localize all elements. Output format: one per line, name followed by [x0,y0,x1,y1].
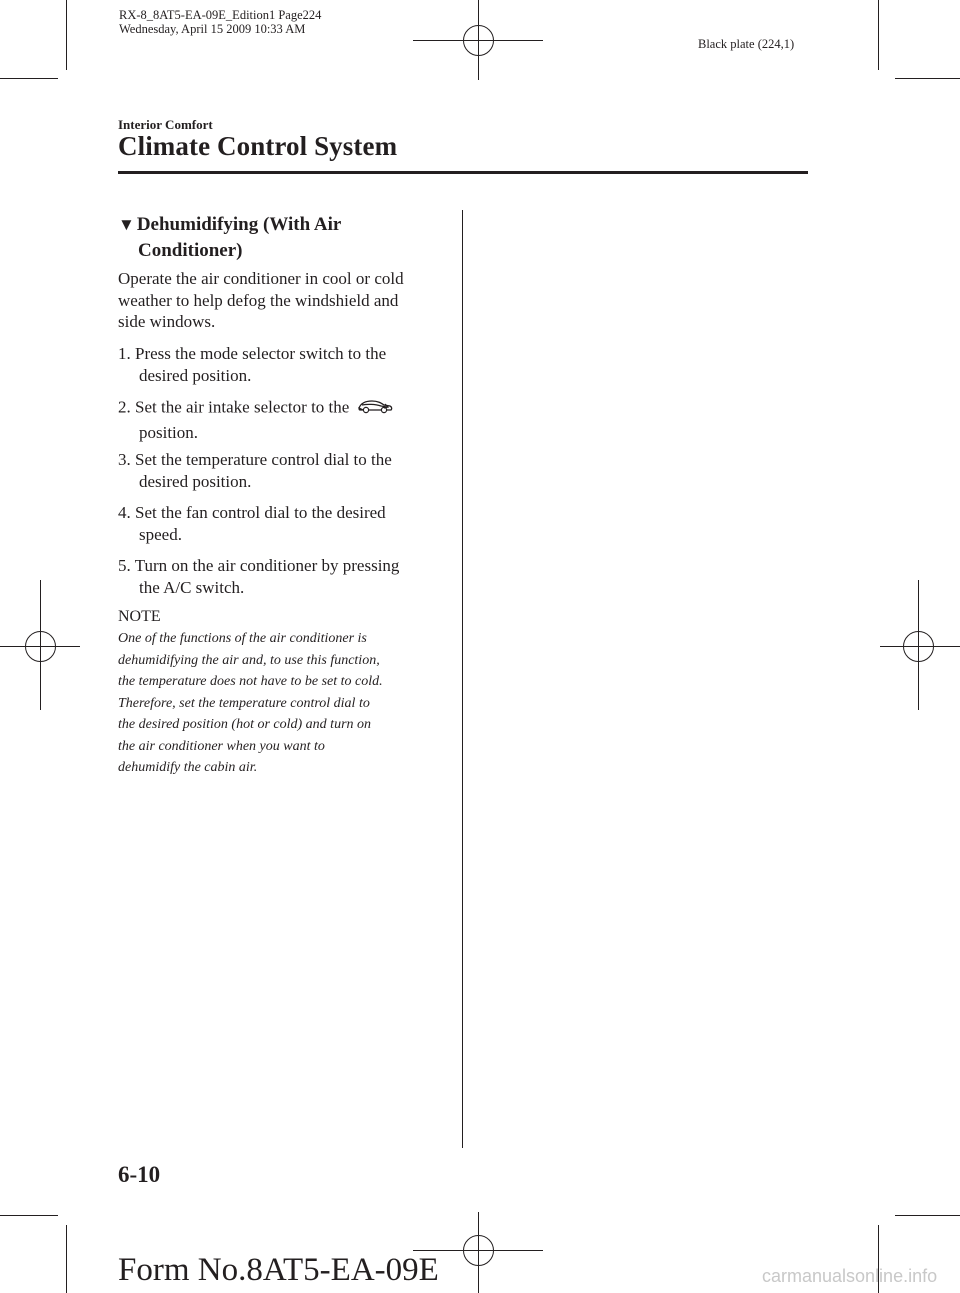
step-line: the A/C switch. [139,577,245,597]
note-text [118,628,458,779]
section-label: Interior Comfort [118,117,213,132]
step-1 [118,343,448,386]
watermark: carmanualsonline.info [762,1266,938,1286]
doc-id: RX-8_8AT5-EA-09E_Edition1 Page224 [119,8,322,22]
column-divider [462,210,463,1148]
step-line: 3. Set the temperature control dial to the [118,450,392,469]
step-line: 2. Set the air intake selector to the [118,397,350,417]
intro-line: Operate the air conditioner in cool or cold [118,269,404,288]
note-line: the desired position (hot or cold) and turn on [118,717,372,732]
intro-line: side windows. [118,312,216,331]
step-5 [118,555,448,598]
note-label: NOTE [118,608,161,625]
page-number: 6-10 [118,1162,161,1187]
outside-air-car-icon [357,396,393,422]
step-line: 5. Turn on the air conditioner by pressing [118,556,400,575]
note-line: dehumidify the cabin air. [118,760,258,775]
step-2 [118,396,448,443]
note-line: dehumidifying the air and, to use this function, [118,652,380,668]
intro-line: weather to help defog the windshield and [118,290,399,310]
step-line: 1. Press the mode selector switch to the [118,344,387,363]
step-line: desired position. [139,471,252,491]
subheading [118,212,448,264]
subheading-line-2: Conditioner) [138,240,243,261]
step-line: speed. [139,524,182,544]
step-4 [118,502,448,545]
form-number: Form No.8AT5-EA-09E [118,1252,439,1288]
step-3 [118,449,448,492]
note-line: Therefore, set the temperature control dial to [118,695,370,711]
triangle-marker-icon: ▼ [118,215,135,234]
intro-paragraph [118,268,458,333]
title-rule [118,171,808,174]
step-line: desired position. [139,365,252,385]
note-line: One of the functions of the air conditioner is [118,631,367,646]
step-line: position. [139,422,199,442]
step-line: 4. Set the fan control dial to the desired [118,503,386,522]
print-date: Wednesday, April 15 2009 10:33 AM [119,22,306,36]
plate-label: Black plate (224,1) [698,37,795,51]
note-line: the air conditioner when you want to [118,738,325,754]
subheading-line-1: Dehumidifying (With Air [136,214,342,235]
note-line: the temperature does not have to be set to cold. [118,674,383,689]
chapter-title: Climate Control System [118,131,398,161]
